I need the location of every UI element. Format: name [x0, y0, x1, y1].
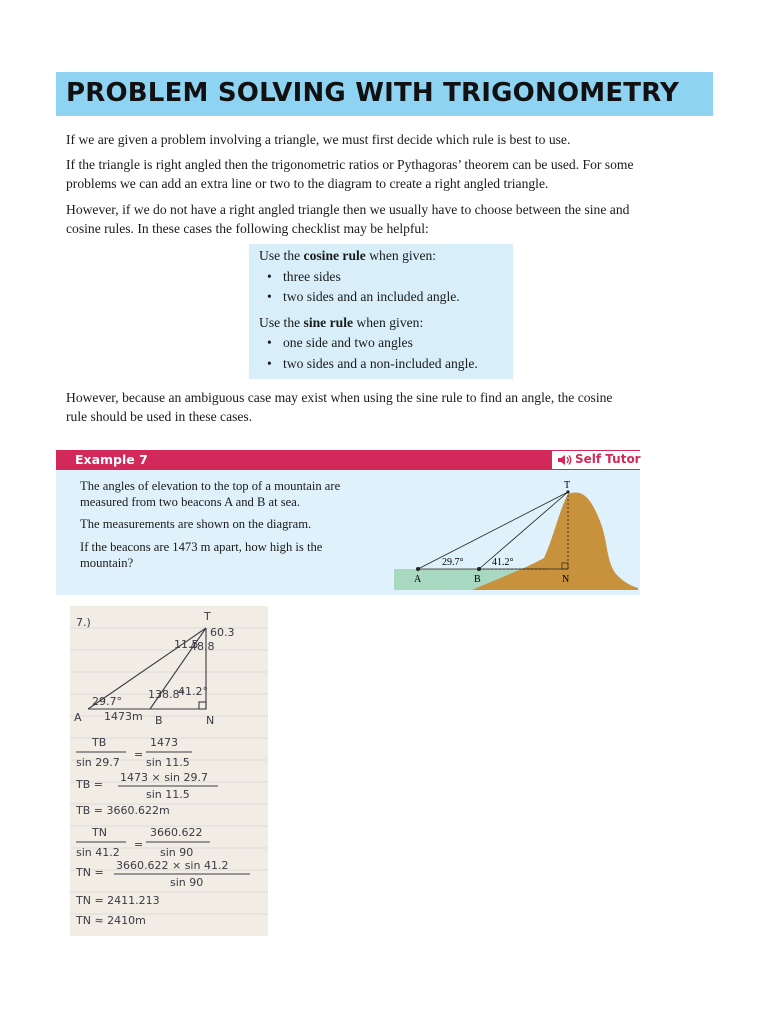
work-1-den2: sin 11.5	[146, 756, 190, 769]
ambiguous-case-line-1: However, because an ambiguous case may exist when using the sine rule to find an angle, the cosine	[66, 390, 613, 405]
notes-t-angle: 60.3	[210, 626, 235, 639]
notes-a-label: A	[74, 711, 82, 724]
point-b-label: B	[474, 574, 481, 585]
work-4-num: TN	[92, 826, 107, 839]
page-title: PROBLEM SOLVING WITH TRIGONOMETRY	[66, 78, 680, 108]
intro-paragraph: If we are given a problem involving a triangle, we must first decide which rule is best to use.	[66, 132, 571, 147]
work-4-eq: =	[134, 838, 144, 851]
example-text-line-5: mountain?	[80, 556, 134, 570]
example-text-line-1: The angles of elevation to the top of a mountain are	[80, 479, 341, 493]
point-a-label: A	[414, 574, 422, 585]
work-1-num2: 1473	[150, 736, 178, 749]
self-tutor-label[interactable]: Self Tutor	[575, 452, 641, 466]
cosine-item-1: • three sides	[267, 269, 341, 284]
point-n-label: N	[562, 574, 570, 585]
cosine-item-2: • two sides and an included angle.	[267, 289, 460, 304]
cosine-rule-heading: Use the cosine rule when given:	[259, 248, 437, 263]
right-angle-paragraph-line-1: If the triangle is right angled then the trigonometric ratios or Pythagoras’ theorem can be used. For some	[66, 157, 634, 172]
work-5-lhs: TN =	[76, 866, 104, 879]
example-label: Example 7	[75, 452, 148, 467]
handwritten-solution	[70, 606, 268, 936]
example-text-line-4: If the beacons are 1473 m apart, how high is the	[80, 540, 323, 554]
right-angle-paragraph-line-2: problems we can add an extra line or two to the diagram to create a right angled triangle.	[66, 176, 549, 191]
notes-distance: 1473m	[104, 710, 143, 723]
work-6: TN = 2411.213	[76, 894, 160, 907]
rule-choice-paragraph-line-2: cosine rules. In these cases the following checklist may be helpful:	[66, 221, 429, 236]
sine-item-2: • two sides and a non-included angle.	[267, 356, 478, 371]
example-text-line-3: The measurements are shown on the diagram.	[80, 517, 312, 531]
sine-item-1: • one side and two angles	[267, 335, 413, 350]
mountain-diagram	[394, 476, 638, 590]
work-3: TB = 3660.622m	[76, 804, 170, 817]
notes-t-label: T	[204, 610, 211, 623]
rule-choice-paragraph-line-1: However, if we do not have a right angled triangle then we usually have to choose between the sine and	[66, 202, 630, 217]
handwritten-notes-photo	[70, 606, 268, 936]
example-text-line-2: measured from two beacons A and B at sea.	[80, 495, 300, 509]
work-7: TN ≈ 2410m	[76, 914, 146, 927]
angle-a-label: 29.7°	[442, 557, 464, 568]
point-t-label: T	[564, 480, 571, 491]
work-2-den: sin 11.5	[146, 788, 190, 801]
rule-checklist-box	[249, 244, 513, 379]
work-2-num: 1473 × sin 29.7	[120, 771, 208, 784]
notes-angle-b2: 41.2°	[178, 685, 208, 698]
sine-rule-heading: Use the sine rule when given:	[259, 315, 424, 330]
angle-b-label: 41.2°	[492, 557, 514, 568]
notes-n-label: N	[206, 714, 215, 727]
notes-inner-angle-2: 48.8	[190, 640, 215, 653]
work-1-den: sin 29.7	[76, 756, 120, 769]
work-4-num2: 3660.622	[150, 826, 203, 839]
work-1-eq: =	[134, 748, 144, 761]
speaker-icon	[557, 454, 573, 466]
ambiguous-case-line-2: rule should be used in these cases.	[66, 409, 253, 424]
work-1-num: TB	[92, 736, 107, 749]
work-4-den: sin 41.2	[76, 846, 120, 859]
question-number: 7.)	[76, 616, 91, 629]
work-5-num: 3660.622 × sin 41.2	[116, 859, 229, 872]
work-5-den: sin 90	[170, 876, 204, 889]
work-2-lhs: TB =	[76, 778, 103, 791]
notes-angle-a: 29.7°	[92, 695, 122, 708]
notes-b-label: B	[155, 714, 163, 727]
notes-inner-angle-1: 11.5	[174, 638, 199, 651]
work-4-den2: sin 90	[160, 846, 194, 859]
notes-angle-b1: 138.8°	[148, 688, 185, 701]
